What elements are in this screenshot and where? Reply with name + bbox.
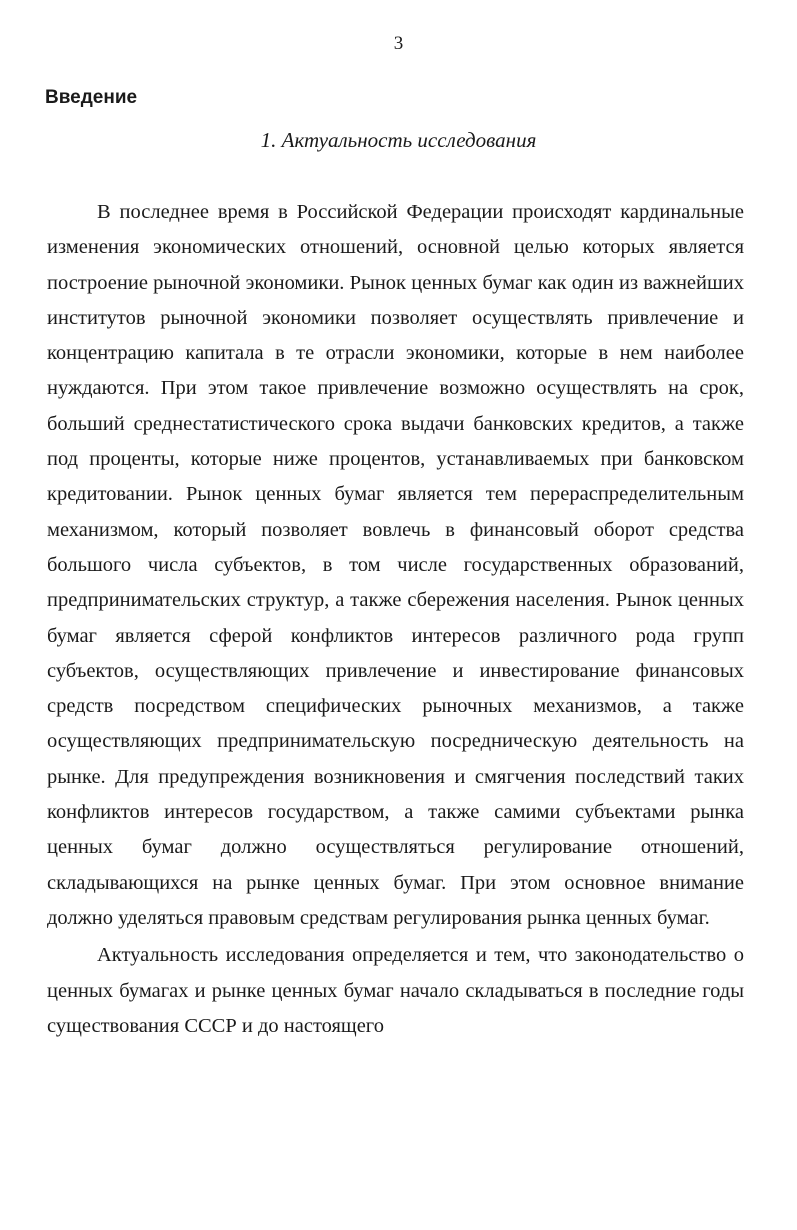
page-number: 3 <box>393 33 404 54</box>
subsection-heading <box>0 128 797 153</box>
body-text <box>47 195 744 1044</box>
section-heading: Введение <box>45 87 138 108</box>
subsection-heading-text: 1. Актуальность исследования <box>260 128 537 152</box>
paragraph-1: В последнее время в Российской Федерации происходят кардинальные изменения экономических отношений, основной целью которых является построение рыночной экономики. Рынок ценных бумаг как один из важнейших институтов рыночной экономики позволяет осуществлять привлечение и концентрацию капитала в те отрасли экономики, которые в нем наиболее нуждаются. При этом такое привлечение возможно осуществлять на срок, больший среднестатистического срока выдачи банковских кредитов, а также под проценты, которые ниже процентов, устанавливаемых при банковском кредитовании. Рынок ценных бумаг является тем перераспределительным механизмом, который позволяет вовлечь в финансовый оборот средства большого числа субъектов, в том числе государственных образований, предпринимательских структур, а также сбережения населения. Рынок ценных бумаг является сферой конфликтов интересов различного рода групп субъектов, осуществляющих привлечение и инвестирование финансовых средств посредством специфических рыночных механизмов, а также осуществляющих предпринимательскую посредническую деятельность на рынке. Для предупреждения возникновения и смягчения последствий таких конфликтов интересов государством, а также самими субъектами рынка ценных бумаг должно осуществляться регулирование отношений, складывающихся на рынке ценных бумаг. При этом основное внимание должно уделяться правовым средствам регулирования рынка ценных бумаг. <box>47 201 744 929</box>
paragraph-2: Актуальность исследования определяется и тем, что законодательство о ценных бумагах и рынке ценных бумаг начало складываться в последние годы существования СССР и до настоящего <box>47 944 744 1037</box>
